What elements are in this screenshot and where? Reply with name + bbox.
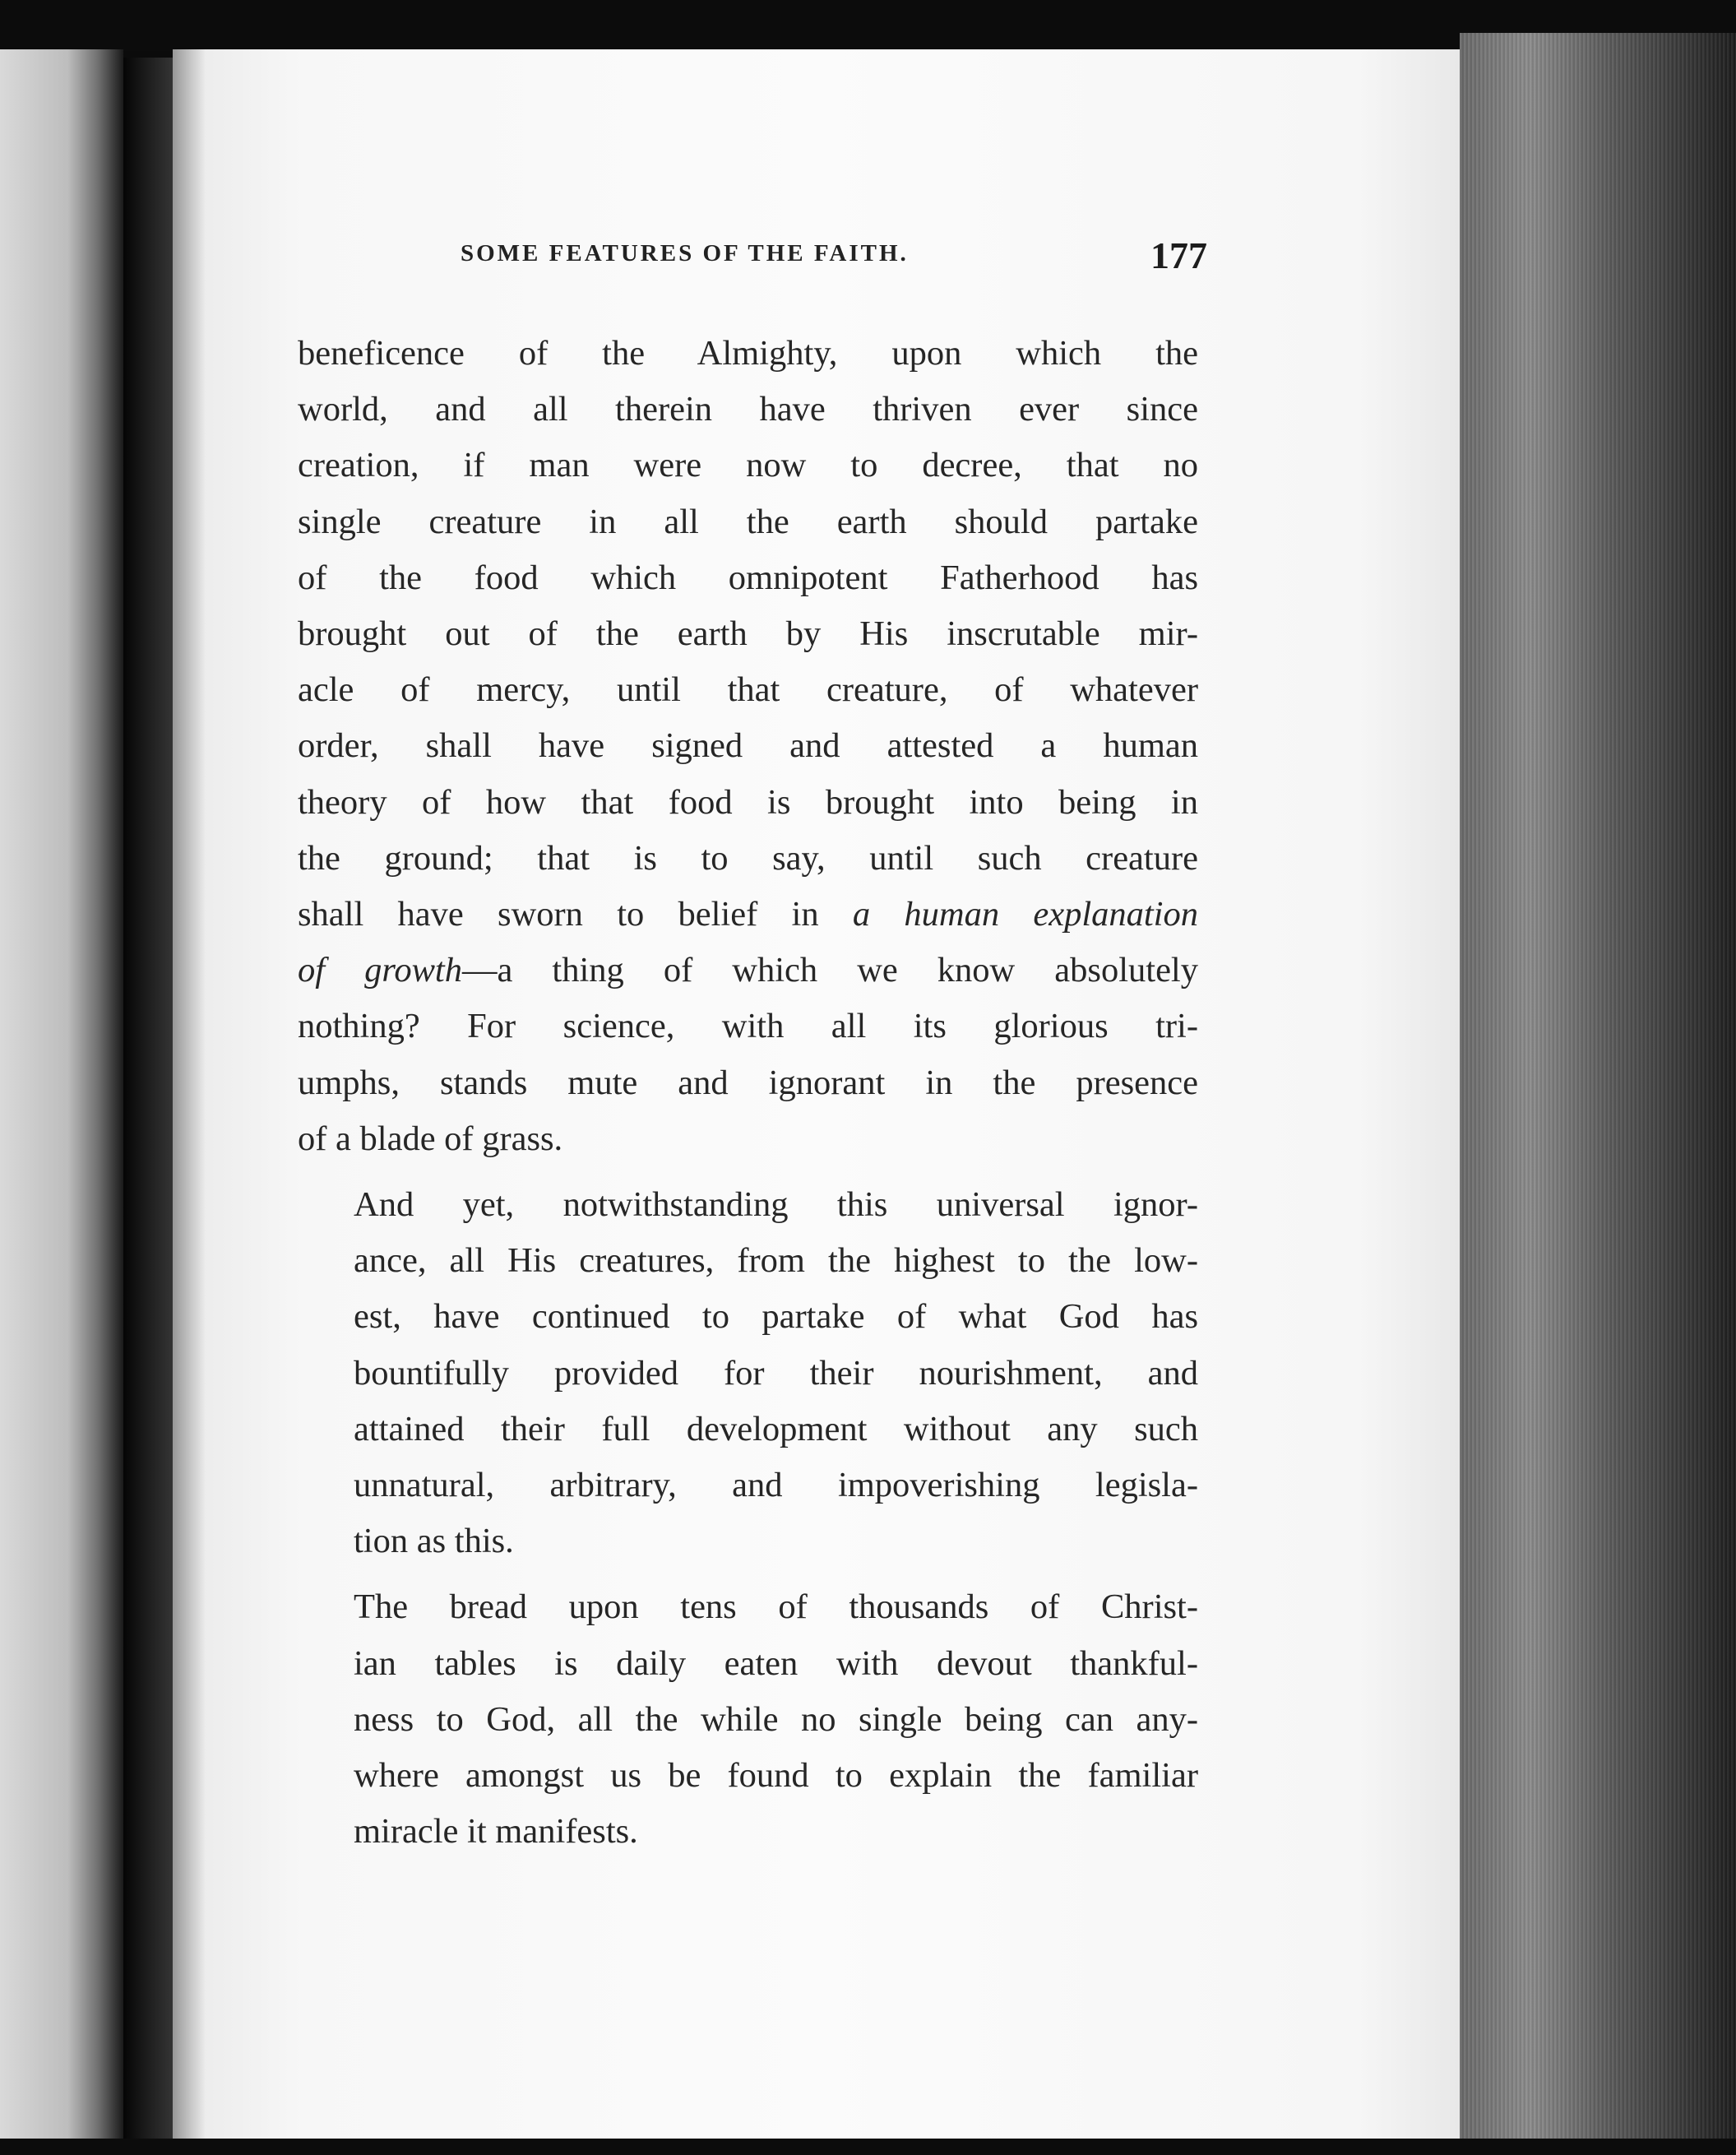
text-line: world, and all therein have thriven ever since [298, 390, 1198, 429]
text-line: ance, all His creatures, from the highest to the low- [354, 1241, 1198, 1281]
text-line: single creature in all the earth should partake [298, 502, 1198, 541]
text-line: umphs, stands mute and ignorant in the presence [298, 1063, 1198, 1102]
paragraph-1 [298, 326, 1198, 1167]
text-line: The bread upon tens of thousands of Christ- [354, 1587, 1198, 1627]
text-line: ness to God, all the while no single being can any- [354, 1699, 1198, 1739]
text-line: acle of mercy, until that creature, of whatever [298, 670, 1198, 710]
text-line: miracle it manifests. [354, 1812, 638, 1851]
italic-phrase: of growth [298, 951, 462, 990]
text-line: of the food which omnipotent Fatherhood has [298, 558, 1198, 597]
text-line: where amongst us be found to explain the familiar [354, 1756, 1198, 1796]
text-line: order, shall have signed and attested a human [298, 726, 1198, 766]
page-stack-edge [1460, 33, 1736, 2155]
text-line: creation, if man were now to decree, that no [298, 446, 1198, 485]
text-line: of a blade of grass. [298, 1119, 563, 1158]
text-line: est, have continued to partake of what God has [354, 1297, 1198, 1337]
text-line: theory of how that food is brought into being in [298, 782, 1198, 822]
running-head: SOME FEATURES OF THE FAITH. [461, 240, 909, 266]
paragraph-2 [298, 1177, 1198, 1569]
paragraph-3 [298, 1579, 1198, 1860]
page-gutter-shadow [173, 49, 206, 2139]
text-line: bountifully provided for their nourishment, and [354, 1353, 1198, 1393]
italic-phrase: a human explanation [852, 895, 1198, 934]
line-text: shall have sworn to belief in [298, 895, 853, 934]
text-line: unnatural, arbitrary, and impoverishing legisla- [354, 1466, 1198, 1505]
line-text: —a thing of which we know absolutely [461, 951, 1198, 990]
body-text [298, 326, 1198, 1860]
page-number: 177 [1150, 234, 1207, 276]
text-line: brought out of the earth by His inscrutable mir- [298, 614, 1198, 654]
text-line: attained their full development without any such [354, 1409, 1198, 1448]
text-line: nothing? For science, with all its glorious tri- [298, 1007, 1198, 1046]
text-line: beneficence of the Almighty, upon which the [298, 334, 1198, 373]
text-line [298, 887, 1198, 943]
scan-bottom-border [0, 2139, 1736, 2155]
text-line: the ground; that is to say, until such creature [298, 838, 1198, 878]
text-line: And yet, notwithstanding this universal ignor- [354, 1185, 1198, 1225]
text-line: tion as this. [354, 1522, 514, 1561]
text-line: ian tables is daily eaten with devout thankful- [354, 1643, 1198, 1683]
facing-page-edge [0, 49, 123, 2155]
text-line [298, 943, 1198, 999]
